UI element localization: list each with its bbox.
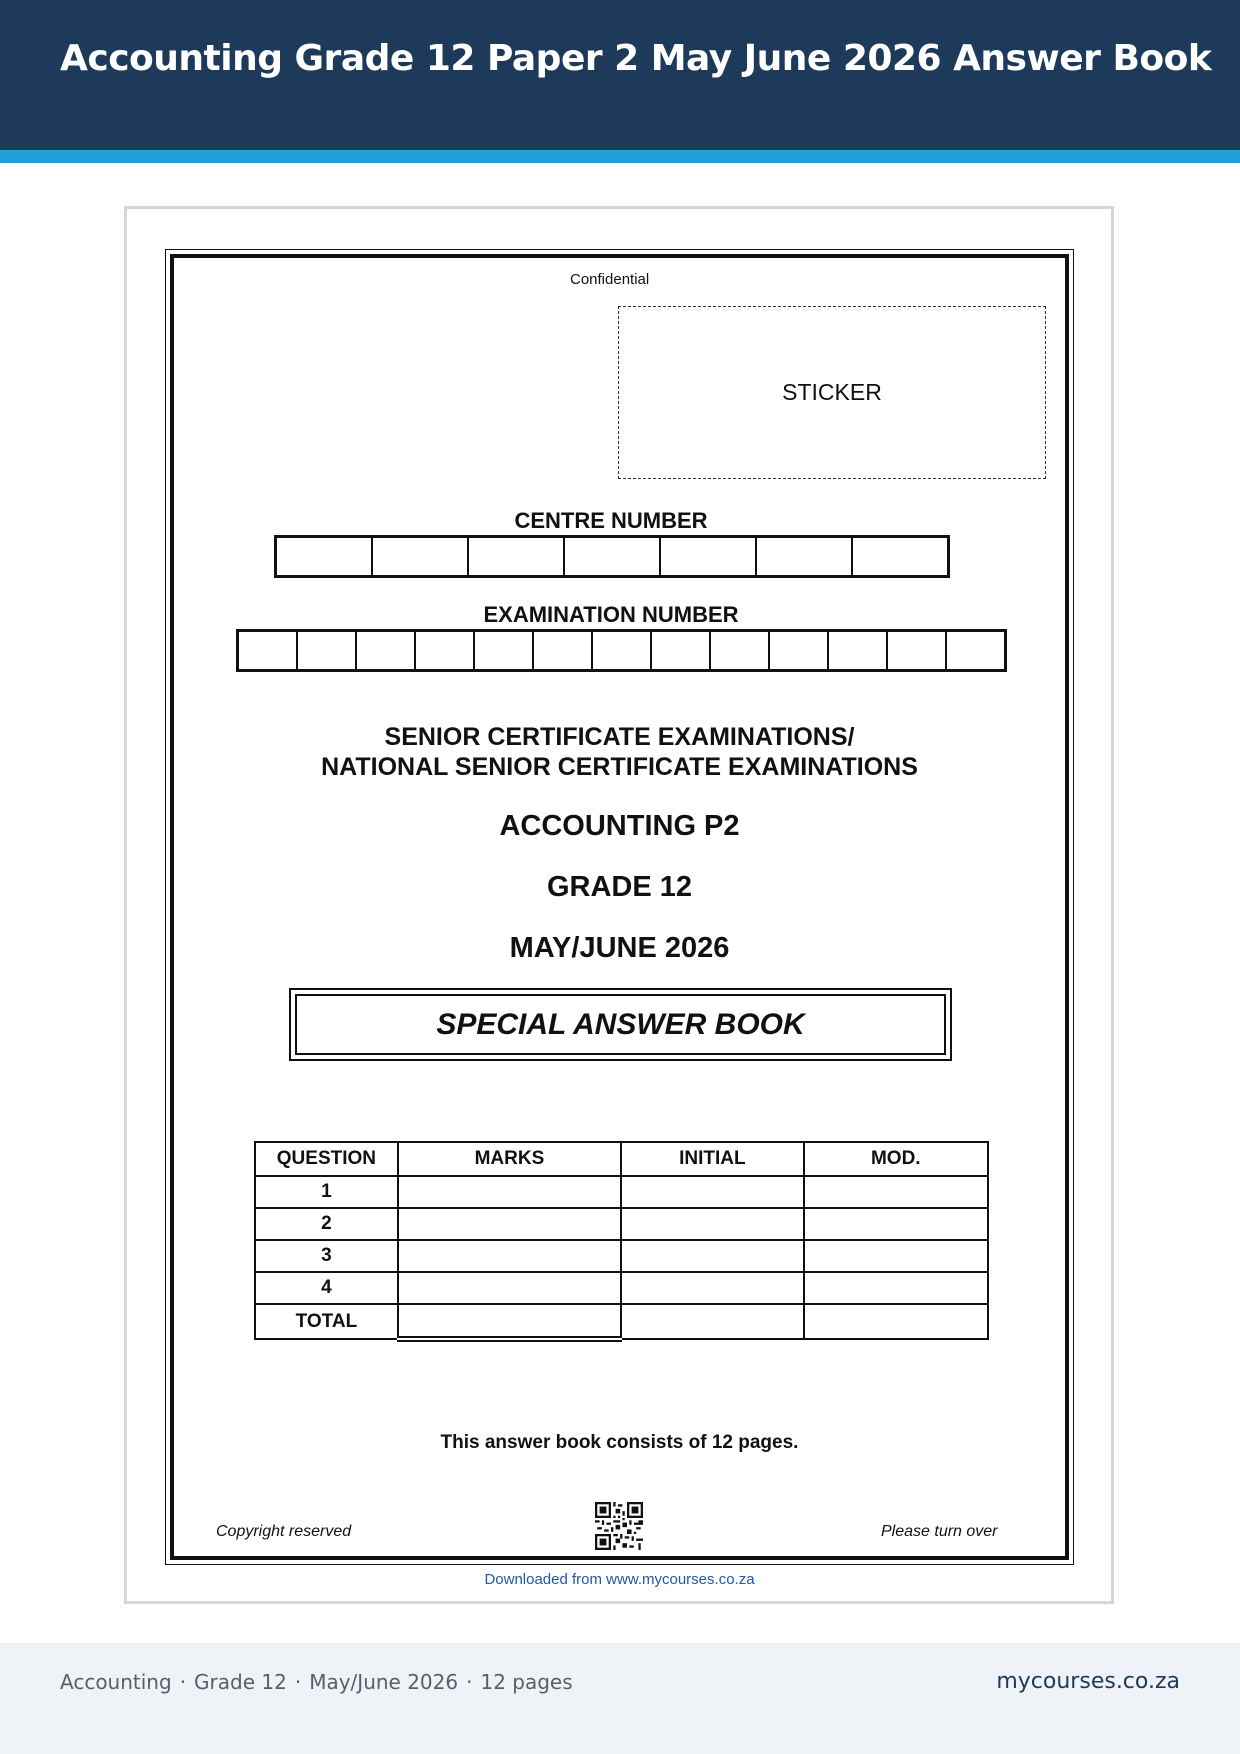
sticker-label: STICKER <box>782 379 882 405</box>
column-header: INITIAL <box>621 1142 803 1176</box>
total-marks-cell <box>398 1304 621 1339</box>
subject-heading: ACCOUNTING P2 <box>499 810 740 842</box>
download-source-link[interactable]: Downloaded from www.mycourses.co.za <box>484 1571 755 1588</box>
total-row <box>255 1304 988 1339</box>
examination-number-label: EXAMINATION NUMBER <box>483 602 739 627</box>
footer-session: May/June 2026 <box>309 1670 459 1694</box>
qr-code-icon <box>595 1502 643 1550</box>
total-label: TOTAL <box>255 1304 398 1339</box>
centre-number-label: CENTRE NUMBER <box>514 508 708 533</box>
page-footer <box>0 1643 1240 1754</box>
marks-table <box>254 1141 989 1342</box>
question-number: 3 <box>255 1240 398 1272</box>
column-header: MOD. <box>804 1142 988 1176</box>
page-title: Accounting Grade 12 Paper 2 May June 2026 Answer Book <box>60 38 1212 79</box>
centre-number-boxes <box>274 535 950 578</box>
column-header: MARKS <box>398 1142 621 1176</box>
special-answer-book-title: SPECIAL ANSWER BOOK <box>295 994 946 1055</box>
turn-over-note: Please turn over <box>881 1523 998 1540</box>
question-number: 1 <box>255 1176 398 1208</box>
grade-heading: GRADE 12 <box>546 871 693 903</box>
session-heading: MAY/JUNE 2026 <box>509 932 730 964</box>
table-row <box>255 1272 988 1304</box>
table-row <box>255 1208 988 1240</box>
footer-meta: Accounting · Grade 12 · May/June 2026 · 12 pages <box>60 1670 573 1694</box>
exam-line-1: SENIOR CERTIFICATE EXAMINATIONS/ <box>384 723 855 751</box>
examination-number-boxes <box>236 629 1007 672</box>
table-row <box>255 1240 988 1272</box>
marks-table-header <box>255 1142 988 1176</box>
column-header: QUESTION <box>255 1142 398 1176</box>
sticker-box <box>618 306 1046 479</box>
question-number: 2 <box>255 1208 398 1240</box>
footer-grade: Grade 12 <box>194 1670 287 1694</box>
footer-site-link[interactable]: mycourses.co.za <box>996 1669 1180 1694</box>
copyright-note: Copyright reserved <box>216 1523 352 1540</box>
exam-line-2: NATIONAL SENIOR CERTIFICATE EXAMINATIONS <box>321 753 918 781</box>
footer-pages: 12 pages <box>480 1670 573 1694</box>
special-answer-book-box <box>289 988 952 1061</box>
confidential-label: Confidential <box>570 271 650 288</box>
footer-subject: Accounting <box>60 1670 172 1694</box>
table-row <box>255 1176 988 1208</box>
pages-note: This answer book consists of 12 pages. <box>440 1432 799 1453</box>
header-accent-stripe <box>0 150 1240 163</box>
question-number: 4 <box>255 1272 398 1304</box>
